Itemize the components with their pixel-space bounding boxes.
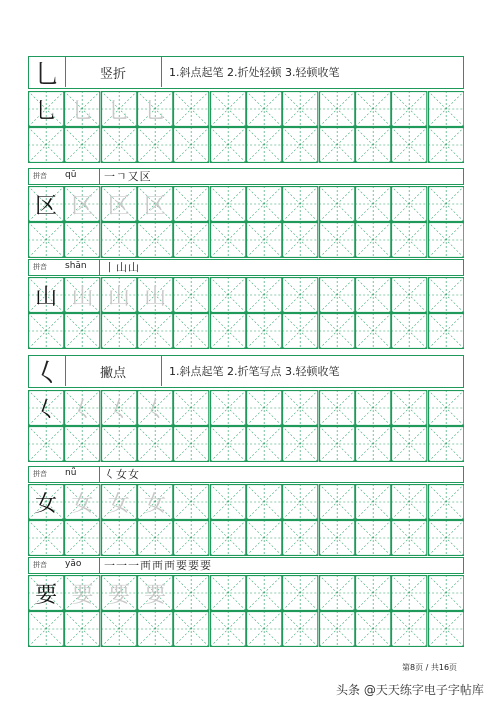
practice-cell bbox=[64, 575, 100, 611]
practice-cell bbox=[319, 390, 355, 426]
practice-cell bbox=[173, 222, 209, 258]
practice-cell bbox=[355, 520, 391, 556]
stroke-tips: 1.斜点起笔 2.折处轻顿 3.轻顿收笔 bbox=[169, 66, 340, 79]
practice-cell bbox=[173, 484, 209, 520]
practice-cell bbox=[28, 127, 64, 163]
practice-cell bbox=[246, 484, 282, 520]
practice-cell bbox=[210, 186, 246, 222]
practice-cell bbox=[101, 127, 137, 163]
practice-cell bbox=[101, 520, 137, 556]
pinyin-label: 拼音 bbox=[33, 561, 47, 569]
practice-cell bbox=[64, 426, 100, 462]
practice-cell bbox=[246, 520, 282, 556]
model-char-cell bbox=[28, 390, 64, 426]
pinyin-label: 拼音 bbox=[33, 470, 47, 478]
trace-char: 要 bbox=[71, 582, 94, 608]
practice-cell bbox=[101, 426, 137, 462]
practice-cell bbox=[101, 484, 137, 520]
practice-cell bbox=[173, 390, 209, 426]
practice-cell bbox=[101, 91, 137, 127]
practice-cell bbox=[173, 611, 209, 647]
practice-cell bbox=[282, 186, 318, 222]
practice-cell bbox=[210, 520, 246, 556]
practice-cell bbox=[210, 484, 246, 520]
practice-cell bbox=[246, 426, 282, 462]
trace-char: 要 bbox=[107, 582, 130, 608]
practice-cell bbox=[64, 484, 100, 520]
pinyin-value: qū bbox=[65, 170, 77, 180]
practice-cell bbox=[210, 91, 246, 127]
practice-cell bbox=[319, 313, 355, 349]
practice-cell bbox=[282, 313, 318, 349]
practice-cell bbox=[391, 484, 427, 520]
practice-cell bbox=[28, 520, 64, 556]
trace-char: 𡿨 bbox=[144, 397, 167, 423]
practice-cell bbox=[101, 390, 137, 426]
practice-cell bbox=[319, 186, 355, 222]
practice-cell bbox=[137, 222, 173, 258]
practice-cell bbox=[28, 313, 64, 349]
stroke-order: 丨山山 bbox=[99, 259, 140, 276]
pinyin-row-3 bbox=[28, 466, 464, 483]
practice-cell bbox=[246, 313, 282, 349]
practice-cell bbox=[428, 222, 464, 258]
practice-cell bbox=[137, 575, 173, 611]
practice-cell bbox=[319, 520, 355, 556]
practice-cell bbox=[391, 186, 427, 222]
trace-char: 乚 bbox=[144, 98, 167, 124]
practice-cell bbox=[210, 611, 246, 647]
practice-cell bbox=[282, 575, 318, 611]
practice-cell bbox=[282, 426, 318, 462]
practice-cell bbox=[355, 426, 391, 462]
practice-cell bbox=[319, 611, 355, 647]
trace-char: 区 bbox=[71, 193, 94, 219]
practice-cell bbox=[319, 426, 355, 462]
practice-cell bbox=[137, 91, 173, 127]
trace-char: 区 bbox=[107, 193, 130, 219]
practice-cell bbox=[428, 611, 464, 647]
practice-cell bbox=[137, 127, 173, 163]
practice-grid-stroke-1 bbox=[28, 91, 464, 163]
practice-cell bbox=[137, 484, 173, 520]
practice-cell bbox=[137, 277, 173, 313]
practice-cell bbox=[173, 313, 209, 349]
stroke-name: 竖折 bbox=[65, 57, 162, 87]
practice-cell bbox=[137, 390, 173, 426]
practice-cell bbox=[64, 127, 100, 163]
practice-cell bbox=[246, 186, 282, 222]
practice-cell bbox=[246, 222, 282, 258]
practice-cell bbox=[64, 186, 100, 222]
practice-cell bbox=[246, 277, 282, 313]
practice-cell bbox=[137, 186, 173, 222]
practice-cell bbox=[391, 277, 427, 313]
practice-cell bbox=[28, 426, 64, 462]
practice-cell bbox=[355, 611, 391, 647]
practice-cell bbox=[137, 313, 173, 349]
practice-cell bbox=[173, 127, 209, 163]
practice-cell bbox=[391, 426, 427, 462]
practice-cell bbox=[173, 426, 209, 462]
practice-cell bbox=[428, 390, 464, 426]
practice-cell bbox=[173, 277, 209, 313]
practice-cell bbox=[64, 277, 100, 313]
model-char: 𡿨 bbox=[35, 397, 58, 423]
practice-cell bbox=[101, 313, 137, 349]
model-char-cell bbox=[28, 484, 64, 520]
practice-cell bbox=[355, 222, 391, 258]
practice-cell bbox=[355, 484, 391, 520]
practice-cell bbox=[428, 484, 464, 520]
model-char: 女 bbox=[35, 491, 58, 517]
practice-cell bbox=[319, 277, 355, 313]
practice-cell bbox=[355, 91, 391, 127]
trace-char: 女 bbox=[107, 491, 130, 517]
practice-cell bbox=[282, 91, 318, 127]
practice-cell bbox=[210, 426, 246, 462]
trace-char: 乚 bbox=[107, 98, 130, 124]
practice-cell bbox=[101, 611, 137, 647]
practice-cell bbox=[246, 611, 282, 647]
practice-cell bbox=[246, 127, 282, 163]
practice-cell bbox=[282, 520, 318, 556]
practice-cell bbox=[173, 520, 209, 556]
trace-char: 区 bbox=[144, 193, 167, 219]
trace-char: 山 bbox=[107, 284, 130, 310]
stroke-char: 𡿨 bbox=[29, 356, 66, 386]
stroke-order: 一一一襾襾襾要要要 bbox=[99, 557, 212, 574]
pinyin-row-1 bbox=[28, 168, 464, 185]
practice-cell bbox=[355, 313, 391, 349]
practice-cell bbox=[101, 222, 137, 258]
practice-cell bbox=[355, 277, 391, 313]
practice-cell bbox=[64, 520, 100, 556]
practice-cell bbox=[355, 390, 391, 426]
practice-cell bbox=[391, 575, 427, 611]
practice-cell bbox=[137, 611, 173, 647]
practice-cell bbox=[210, 575, 246, 611]
trace-char: 𡿨 bbox=[107, 397, 130, 423]
model-char: 要 bbox=[35, 582, 58, 608]
practice-cell bbox=[28, 222, 64, 258]
practice-cell bbox=[355, 575, 391, 611]
practice-cell bbox=[391, 91, 427, 127]
trace-char: 要 bbox=[144, 582, 167, 608]
practice-cell bbox=[210, 390, 246, 426]
practice-cell bbox=[391, 520, 427, 556]
practice-cell bbox=[391, 390, 427, 426]
trace-char: 𡿨 bbox=[71, 397, 94, 423]
practice-cell bbox=[391, 222, 427, 258]
practice-cell bbox=[64, 313, 100, 349]
model-char: 乚 bbox=[35, 98, 58, 124]
practice-cell bbox=[319, 127, 355, 163]
practice-cell bbox=[137, 520, 173, 556]
practice-cell bbox=[391, 313, 427, 349]
practice-cell bbox=[319, 91, 355, 127]
practice-cell bbox=[282, 277, 318, 313]
watermark: 头条 @天天练字电子字帖库 bbox=[336, 683, 484, 697]
practice-cell bbox=[64, 91, 100, 127]
stroke-name: 撇点 bbox=[65, 356, 162, 386]
practice-cell bbox=[64, 611, 100, 647]
pinyin-value: nǚ bbox=[65, 468, 77, 478]
practice-grid-word-4 bbox=[28, 575, 464, 647]
model-char-cell bbox=[28, 91, 64, 127]
practice-cell bbox=[282, 611, 318, 647]
practice-cell bbox=[282, 127, 318, 163]
practice-grid-stroke-2 bbox=[28, 390, 464, 462]
model-char: 山 bbox=[35, 284, 58, 310]
practice-cell bbox=[319, 484, 355, 520]
practice-grid-word-1 bbox=[28, 186, 464, 258]
pinyin-label: 拼音 bbox=[33, 172, 47, 180]
pinyin-row-4 bbox=[28, 557, 464, 574]
practice-cell bbox=[428, 91, 464, 127]
model-char: 区 bbox=[35, 193, 58, 219]
practice-cell bbox=[64, 222, 100, 258]
pinyin-value: shān bbox=[65, 261, 87, 271]
practice-cell bbox=[64, 390, 100, 426]
practice-cell bbox=[355, 186, 391, 222]
practice-cell bbox=[246, 390, 282, 426]
practice-cell bbox=[319, 222, 355, 258]
practice-cell bbox=[282, 390, 318, 426]
practice-cell bbox=[428, 313, 464, 349]
practice-cell bbox=[210, 222, 246, 258]
stroke-order: 𡿨女女 bbox=[99, 466, 140, 483]
pinyin-value: yāo bbox=[65, 559, 82, 569]
practice-cell bbox=[246, 91, 282, 127]
trace-char: 乚 bbox=[71, 98, 94, 124]
practice-cell bbox=[28, 611, 64, 647]
practice-cell bbox=[391, 611, 427, 647]
pinyin-label: 拼音 bbox=[33, 263, 47, 271]
trace-char: 女 bbox=[71, 491, 94, 517]
practice-cell bbox=[173, 186, 209, 222]
trace-char: 山 bbox=[144, 284, 167, 310]
practice-cell bbox=[282, 484, 318, 520]
practice-cell bbox=[210, 127, 246, 163]
practice-cell bbox=[173, 91, 209, 127]
trace-char: 女 bbox=[144, 491, 167, 517]
practice-cell bbox=[428, 127, 464, 163]
practice-cell bbox=[428, 277, 464, 313]
practice-grid-word-2 bbox=[28, 277, 464, 349]
practice-cell bbox=[391, 127, 427, 163]
practice-grid-word-3 bbox=[28, 484, 464, 556]
practice-cell bbox=[428, 520, 464, 556]
practice-cell bbox=[173, 575, 209, 611]
model-char-cell bbox=[28, 575, 64, 611]
practice-cell bbox=[428, 575, 464, 611]
practice-cell bbox=[246, 575, 282, 611]
practice-cell bbox=[355, 127, 391, 163]
practice-cell bbox=[210, 313, 246, 349]
practice-cell bbox=[428, 186, 464, 222]
pinyin-row-2 bbox=[28, 259, 464, 276]
stroke-header-2 bbox=[28, 355, 464, 388]
practice-cell bbox=[210, 277, 246, 313]
practice-cell bbox=[137, 426, 173, 462]
stroke-order: 一ㄱ又区 bbox=[99, 168, 152, 185]
practice-cell bbox=[428, 426, 464, 462]
model-char-cell bbox=[28, 186, 64, 222]
practice-cell bbox=[101, 277, 137, 313]
stroke-char: 乚 bbox=[29, 57, 66, 87]
practice-cell bbox=[101, 186, 137, 222]
page-number: 第8页 / 共16页 bbox=[402, 663, 458, 672]
model-char-cell bbox=[28, 277, 64, 313]
practice-cell bbox=[282, 222, 318, 258]
stroke-header-1 bbox=[28, 56, 464, 89]
practice-cell bbox=[101, 575, 137, 611]
practice-cell bbox=[319, 575, 355, 611]
trace-char: 山 bbox=[71, 284, 94, 310]
stroke-tips: 1.斜点起笔 2.折笔写点 3.轻顿收笔 bbox=[169, 365, 340, 378]
